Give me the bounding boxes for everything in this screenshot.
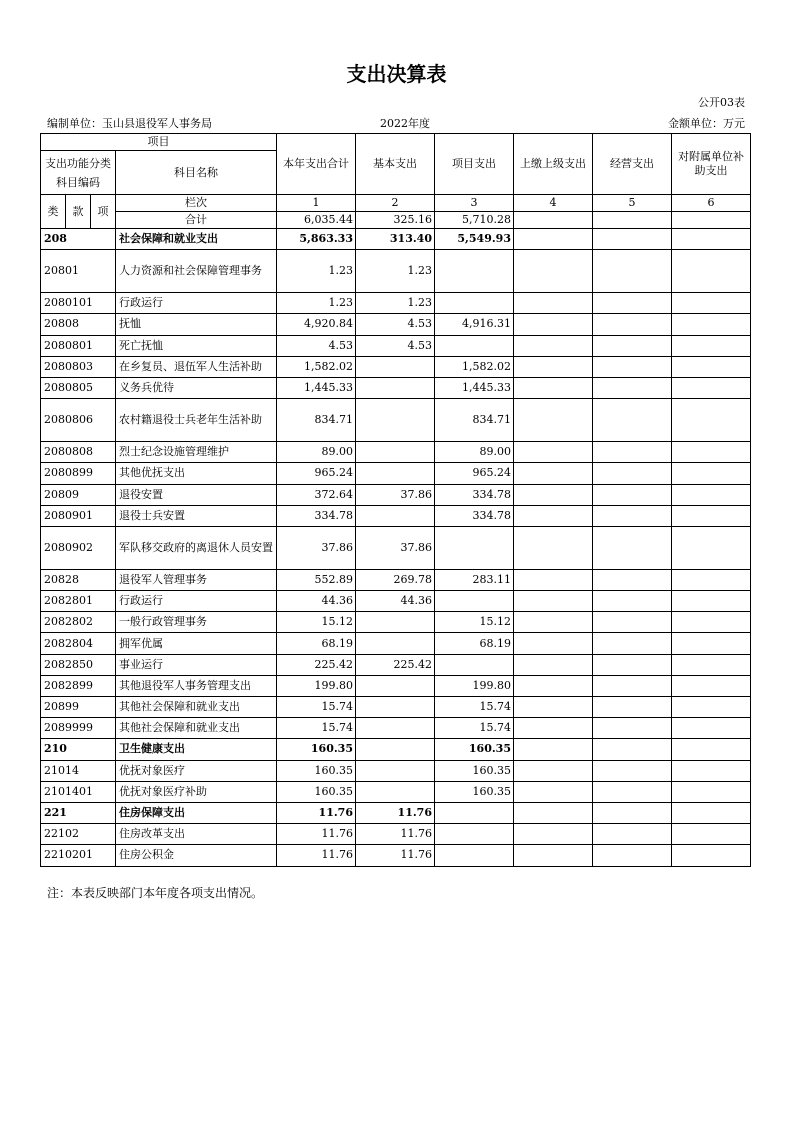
row-total: 4,920.84: [277, 314, 356, 335]
row-project: 15.74: [435, 697, 514, 718]
row-operating: [593, 569, 672, 590]
row-code: 2082801: [41, 591, 116, 612]
row-code: 2080806: [41, 399, 116, 442]
row-project: 15.12: [435, 612, 514, 633]
row-to-superior: [514, 697, 593, 718]
header-func-code: 支出功能分类科目编码: [41, 151, 116, 195]
table-row: [41, 463, 751, 484]
table-row: [41, 399, 751, 442]
row-operating: [593, 697, 672, 718]
row-subject-name: 退役士兵安置: [116, 505, 277, 526]
col-num-2: 2: [356, 195, 435, 212]
row-total: 1,445.33: [277, 377, 356, 398]
row-total: 199.80: [277, 675, 356, 696]
row-basic: 37.86: [356, 526, 435, 569]
table-row: [41, 760, 751, 781]
row-code: 20809: [41, 484, 116, 505]
row-subsidiary: [672, 739, 751, 760]
row-operating: [593, 760, 672, 781]
row-code: 2101401: [41, 781, 116, 802]
table-row: [41, 781, 751, 802]
row-operating: [593, 591, 672, 612]
table-number: 公开03表: [698, 96, 745, 109]
row-to-superior: [514, 335, 593, 356]
table-header: [41, 134, 751, 229]
row-to-superior: [514, 229, 593, 250]
row-to-superior: [514, 484, 593, 505]
table-row: [41, 293, 751, 314]
row-code: 2080803: [41, 356, 116, 377]
row-project: 160.35: [435, 760, 514, 781]
row-subject-name: 其他社会保障和就业支出: [116, 697, 277, 718]
row-total: 160.35: [277, 760, 356, 781]
table-row: [41, 718, 751, 739]
row-project: 160.35: [435, 781, 514, 802]
row-to-superior: [514, 824, 593, 845]
total-v5: [593, 212, 672, 229]
table-row: [41, 377, 751, 398]
row-to-superior: [514, 314, 593, 335]
row-subsidiary: [672, 293, 751, 314]
row-code: 2082804: [41, 633, 116, 654]
row-operating: [593, 442, 672, 463]
row-operating: [593, 802, 672, 823]
row-basic: 313.40: [356, 229, 435, 250]
amount-unit: 金额单位：万元: [668, 117, 745, 130]
row-to-superior: [514, 718, 593, 739]
table-row: [41, 591, 751, 612]
row-total: 965.24: [277, 463, 356, 484]
table-row: [41, 356, 751, 377]
row-subsidiary: [672, 845, 751, 866]
row-total: 552.89: [277, 569, 356, 590]
row-subject-name: 行政运行: [116, 293, 277, 314]
row-subsidiary: [672, 484, 751, 505]
row-to-superior: [514, 356, 593, 377]
row-subsidiary: [672, 633, 751, 654]
header-col-3: 项目支出: [435, 134, 514, 195]
row-subject-name: 农村籍退役士兵老年生活补助: [116, 399, 277, 442]
row-total: 44.36: [277, 591, 356, 612]
table-row: [41, 739, 751, 760]
row-subject-name: 其他退役军人事务管理支出: [116, 675, 277, 696]
row-total: 68.19: [277, 633, 356, 654]
row-to-superior: [514, 802, 593, 823]
row-project: 89.00: [435, 442, 514, 463]
total-v1: 6,035.44: [277, 212, 356, 229]
row-subject-name: 其他社会保障和就业支出: [116, 718, 277, 739]
row-to-superior: [514, 739, 593, 760]
row-basic: 11.76: [356, 802, 435, 823]
row-subject-name: 卫生健康支出: [116, 739, 277, 760]
row-operating: [593, 484, 672, 505]
row-project: [435, 293, 514, 314]
row-project: 965.24: [435, 463, 514, 484]
row-to-superior: [514, 591, 593, 612]
row-project: 68.19: [435, 633, 514, 654]
table-row: [41, 335, 751, 356]
row-basic: [356, 718, 435, 739]
row-operating: [593, 612, 672, 633]
row-basic: 1.23: [356, 250, 435, 293]
row-subject-name: 行政运行: [116, 591, 277, 612]
row-subsidiary: [672, 675, 751, 696]
total-v6: [672, 212, 751, 229]
row-project: 160.35: [435, 739, 514, 760]
row-operating: [593, 293, 672, 314]
row-total: 1.23: [277, 250, 356, 293]
row-code: 2080101: [41, 293, 116, 314]
row-to-superior: [514, 442, 593, 463]
row-subsidiary: [672, 612, 751, 633]
row-project: 1,445.33: [435, 377, 514, 398]
row-subject-name: 义务兵优待: [116, 377, 277, 398]
row-code: 2082850: [41, 654, 116, 675]
row-total: 834.71: [277, 399, 356, 442]
row-subject-name: 人力资源和社会保障管理事务: [116, 250, 277, 293]
row-subsidiary: [672, 526, 751, 569]
header-col-6: 对附属单位补助支出: [672, 134, 751, 195]
row-subsidiary: [672, 505, 751, 526]
page-title: 支出决算表: [346, 62, 447, 86]
table-row: [41, 314, 751, 335]
row-to-superior: [514, 377, 593, 398]
row-operating: [593, 526, 672, 569]
row-basic: 11.76: [356, 845, 435, 866]
table-row: [41, 526, 751, 569]
row-subject-name: 在乡复员、退伍军人生活补助: [116, 356, 277, 377]
row-basic: 4.53: [356, 335, 435, 356]
row-operating: [593, 463, 672, 484]
row-total: 5,863.33: [277, 229, 356, 250]
header-xiang: 项: [91, 195, 116, 229]
row-total: 15.74: [277, 697, 356, 718]
row-code: 2080902: [41, 526, 116, 569]
row-subject-name: 退役军人管理事务: [116, 569, 277, 590]
row-operating: [593, 229, 672, 250]
row-operating: [593, 739, 672, 760]
row-basic: [356, 760, 435, 781]
row-project: 334.78: [435, 484, 514, 505]
row-operating: [593, 654, 672, 675]
row-code: 2080901: [41, 505, 116, 526]
row-subsidiary: [672, 377, 751, 398]
row-total: 160.35: [277, 739, 356, 760]
row-basic: [356, 612, 435, 633]
row-to-superior: [514, 760, 593, 781]
row-basic: 37.86: [356, 484, 435, 505]
row-to-superior: [514, 781, 593, 802]
row-project: [435, 654, 514, 675]
col-num-3: 3: [435, 195, 514, 212]
table-row: [41, 845, 751, 866]
expenditure-table: [40, 133, 751, 867]
table-body: [41, 229, 751, 867]
row-operating: [593, 377, 672, 398]
row-operating: [593, 781, 672, 802]
table-row: [41, 612, 751, 633]
row-to-superior: [514, 569, 593, 590]
row-subject-name: 一般行政管理事务: [116, 612, 277, 633]
row-project: 199.80: [435, 675, 514, 696]
row-total: 37.86: [277, 526, 356, 569]
row-code: 2080899: [41, 463, 116, 484]
row-subsidiary: [672, 591, 751, 612]
row-subsidiary: [672, 314, 751, 335]
row-to-superior: [514, 526, 593, 569]
row-basic: [356, 463, 435, 484]
row-basic: [356, 356, 435, 377]
row-to-superior: [514, 399, 593, 442]
row-to-superior: [514, 633, 593, 654]
row-subject-name: 其他优抚支出: [116, 463, 277, 484]
row-operating: [593, 845, 672, 866]
row-total: 4.53: [277, 335, 356, 356]
row-basic: [356, 399, 435, 442]
row-code: 20808: [41, 314, 116, 335]
row-operating: [593, 675, 672, 696]
row-subsidiary: [672, 250, 751, 293]
row-code: 2082802: [41, 612, 116, 633]
row-code: 20899: [41, 697, 116, 718]
row-to-superior: [514, 505, 593, 526]
table-row: [41, 697, 751, 718]
row-subsidiary: [672, 802, 751, 823]
header-lei: 类: [41, 195, 66, 229]
row-subject-name: 事业运行: [116, 654, 277, 675]
row-total: 1.23: [277, 293, 356, 314]
row-total: 89.00: [277, 442, 356, 463]
row-total: 15.74: [277, 718, 356, 739]
total-v2: 325.16: [356, 212, 435, 229]
row-to-superior: [514, 250, 593, 293]
row-project: [435, 591, 514, 612]
header-col-4: 上缴上级支出: [514, 134, 593, 195]
row-project: [435, 824, 514, 845]
row-project: [435, 335, 514, 356]
row-total: 11.76: [277, 824, 356, 845]
row-project: 15.74: [435, 718, 514, 739]
col-num-1: 1: [277, 195, 356, 212]
header-col-2: 基本支出: [356, 134, 435, 195]
row-code: 2080808: [41, 442, 116, 463]
row-basic: 269.78: [356, 569, 435, 590]
row-project: 4,916.31: [435, 314, 514, 335]
row-operating: [593, 399, 672, 442]
col-num-6: 6: [672, 195, 751, 212]
table-row: [41, 250, 751, 293]
row-subject-name: 死亡抚恤: [116, 335, 277, 356]
row-operating: [593, 314, 672, 335]
row-basic: [356, 739, 435, 760]
row-code: 221: [41, 802, 116, 823]
row-total: 1,582.02: [277, 356, 356, 377]
table-row: [41, 824, 751, 845]
footnote: 注：本表反映部门本年度各项支出情况。: [47, 886, 264, 900]
row-total: 334.78: [277, 505, 356, 526]
row-subsidiary: [672, 569, 751, 590]
row-basic: [356, 442, 435, 463]
row-to-superior: [514, 612, 593, 633]
row-basic: 11.76: [356, 824, 435, 845]
row-total: 15.12: [277, 612, 356, 633]
row-to-superior: [514, 845, 593, 866]
row-to-superior: [514, 293, 593, 314]
col-num-4: 4: [514, 195, 593, 212]
row-basic: 4.53: [356, 314, 435, 335]
row-subsidiary: [672, 463, 751, 484]
row-subsidiary: [672, 718, 751, 739]
row-basic: [356, 675, 435, 696]
row-project: [435, 526, 514, 569]
row-code: 2080801: [41, 335, 116, 356]
table-row: [41, 442, 751, 463]
row-code: 2080805: [41, 377, 116, 398]
row-basic: [356, 377, 435, 398]
row-basic: [356, 697, 435, 718]
row-subject-name: 拥军优属: [116, 633, 277, 654]
row-subject-name: 军队移交政府的离退休人员安置: [116, 526, 277, 569]
header-col-1: 本年支出合计: [277, 134, 356, 195]
row-operating: [593, 356, 672, 377]
fiscal-year: 2022年度: [380, 117, 430, 130]
row-subject-name: 住房保障支出: [116, 802, 277, 823]
row-subsidiary: [672, 781, 751, 802]
row-subsidiary: [672, 654, 751, 675]
row-code: 21014: [41, 760, 116, 781]
row-basic: [356, 633, 435, 654]
row-operating: [593, 718, 672, 739]
table-row: [41, 505, 751, 526]
row-code: 2089999: [41, 718, 116, 739]
table-row: [41, 802, 751, 823]
table-row: [41, 654, 751, 675]
col-num-5: 5: [593, 195, 672, 212]
row-subsidiary: [672, 697, 751, 718]
row-code: 210: [41, 739, 116, 760]
row-subsidiary: [672, 356, 751, 377]
row-subject-name: 优抚对象医疗: [116, 760, 277, 781]
row-project: 834.71: [435, 399, 514, 442]
row-to-superior: [514, 654, 593, 675]
header-kuan: 款: [66, 195, 91, 229]
table-row: [41, 484, 751, 505]
row-basic: [356, 505, 435, 526]
row-code: 2082899: [41, 675, 116, 696]
total-label: 合计: [116, 212, 277, 229]
row-subject-name: 优抚对象医疗补助: [116, 781, 277, 802]
row-subject-name: 退役安置: [116, 484, 277, 505]
table-row: [41, 229, 751, 250]
row-subsidiary: [672, 229, 751, 250]
header-col-5: 经营支出: [593, 134, 672, 195]
row-operating: [593, 633, 672, 654]
row-total: 11.76: [277, 802, 356, 823]
row-subject-name: 住房改革支出: [116, 824, 277, 845]
table-row: [41, 569, 751, 590]
row-subsidiary: [672, 335, 751, 356]
row-subject-name: 住房公积金: [116, 845, 277, 866]
row-to-superior: [514, 463, 593, 484]
row-project: [435, 802, 514, 823]
row-code: 2210201: [41, 845, 116, 866]
row-total: 225.42: [277, 654, 356, 675]
row-basic: 1.23: [356, 293, 435, 314]
row-subsidiary: [672, 399, 751, 442]
row-to-superior: [514, 675, 593, 696]
row-subject-name: 烈士纪念设施管理维护: [116, 442, 277, 463]
row-total: 11.76: [277, 845, 356, 866]
row-operating: [593, 335, 672, 356]
row-project: [435, 250, 514, 293]
total-v4: [514, 212, 593, 229]
row-total: 372.64: [277, 484, 356, 505]
row-code: 20828: [41, 569, 116, 590]
total-v3: 5,710.28: [435, 212, 514, 229]
row-project: 334.78: [435, 505, 514, 526]
row-project: 1,582.02: [435, 356, 514, 377]
row-subject-name: 抚恤: [116, 314, 277, 335]
row-operating: [593, 824, 672, 845]
row-subsidiary: [672, 824, 751, 845]
row-project: 283.11: [435, 569, 514, 590]
header-subject-name: 科目名称: [116, 151, 277, 195]
row-project: [435, 845, 514, 866]
header-item: 项目: [41, 134, 277, 151]
row-code: 20801: [41, 250, 116, 293]
table-row: [41, 675, 751, 696]
row-project: 5,549.93: [435, 229, 514, 250]
row-subsidiary: [672, 760, 751, 781]
row-code: 208: [41, 229, 116, 250]
header-col-seq: 栏次: [116, 195, 277, 212]
row-subsidiary: [672, 442, 751, 463]
row-basic: 225.42: [356, 654, 435, 675]
row-total: 160.35: [277, 781, 356, 802]
compiling-unit: 编制单位：玉山县退役军人事务局: [47, 117, 212, 130]
row-operating: [593, 250, 672, 293]
row-subject-name: 社会保障和就业支出: [116, 229, 277, 250]
table-row: [41, 633, 751, 654]
row-code: 22102: [41, 824, 116, 845]
row-basic: [356, 781, 435, 802]
row-basic: 44.36: [356, 591, 435, 612]
row-operating: [593, 505, 672, 526]
